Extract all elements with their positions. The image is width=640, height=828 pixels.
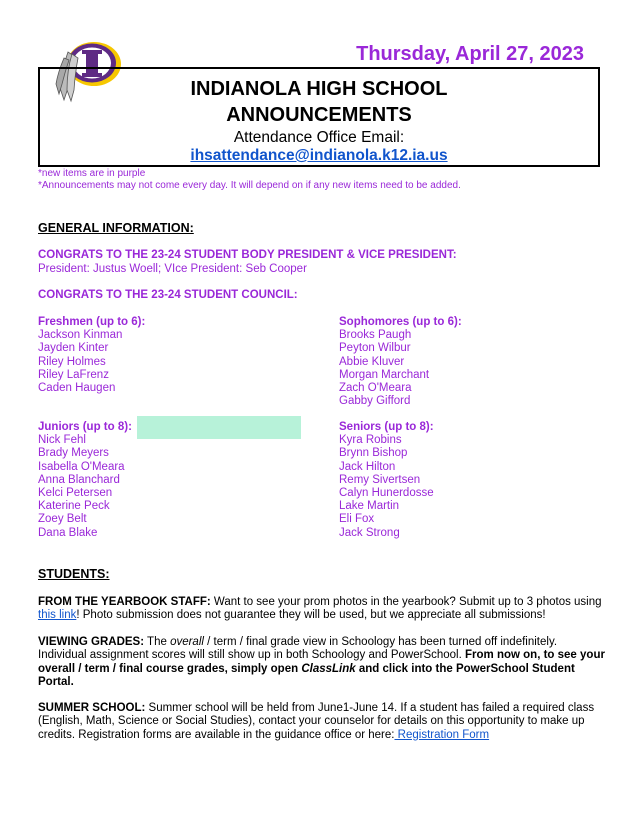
list-item: Peyton Wilbur [339,342,411,355]
list-item: Zach O'Meara [339,382,412,395]
juniors-list [38,421,132,540]
summer-school-label: SUMMER SCHOOL: [38,702,146,714]
list-item: Jayden Kinter [38,342,109,355]
seniors-heading: Seniors (up to 8): [339,421,434,433]
summer-school-text: Summer school will be held from June1-June 14. If a student has failed a required class (English, Math, Science or Social Studies), contact your counselor for details on this opportunity to make up credits. Registration forms are available in the guidance office or here: [38,702,595,741]
juniors-heading: Juniors (up to 8): [38,421,132,433]
yearbook-photo-link[interactable]: this link [38,609,77,622]
grades-paragraph [38,636,608,690]
student-body-president-heading: CONGRATS TO THE 23-24 STUDENT BODY PRESIDENT & VICE PRESIDENT: [38,249,457,261]
freshmen-list [38,316,145,395]
grades-instructions: From now on, to see your overall / term / final course grades, simply open [38,649,605,675]
list-item: Isabella O'Meara [38,460,125,473]
header-box [38,67,600,167]
yearbook-label: FROM THE YEARBOOK STAFF: [38,596,211,608]
list-item: Nick Fehl [38,434,86,447]
list-item: Jack Strong [339,526,400,539]
grades-instructions-end: and click into the PowerSchool Student Portal. [38,662,575,689]
registration-form-link[interactable]: Registration Form [394,728,490,741]
freshmen-heading: Freshmen (up to 6): [38,316,146,328]
grades-text: The [144,636,171,648]
email-label: Attendance Office Email: [233,129,405,146]
list-item: Zoey Belt [38,513,87,526]
grades-label: VIEWING GRADES: [38,636,145,648]
grades-text-2: / term / final grade view in Schoology has been turned off indefinitely. Individual assignment scores will still show up in both Schoology and PowerSchool. [38,636,558,662]
list-item: Brady Meyers [38,447,109,460]
student-body-president-line: President: Justus Woell; VIce President: Seb Cooper [38,263,307,275]
new-items-note: *new items are in purple [38,168,146,179]
list-item: Anna Blanchard [38,473,120,486]
attendance-email-link[interactable]: ihsattendance@indianola.k12.ia.us [190,147,448,164]
list-item: Brooks Paugh [339,329,412,342]
list-item: Dana Blake [38,526,98,539]
yearbook-text: Want to see your prom photos in the yearbook? Submit up to 3 photos using [210,596,602,608]
announcement-date: Thursday, April 27, 2023 [356,43,584,65]
disclaimer-note: *Announcements may not come every day. It will depend on if any new items need to be added. [38,180,461,191]
list-item: Lake Martin [339,500,400,513]
list-item: Katerine Peck [38,500,110,513]
list-item: Remy Sivertsen [339,473,421,486]
list-item: Caden Haugen [38,382,116,395]
yearbook-paragraph [38,596,608,623]
list-item: Kyra Robins [339,434,402,447]
general-information-heading: GENERAL INFORMATION: [38,221,194,235]
page-title-line2: ANNOUNCEMENTS [226,104,412,126]
seniors-list [339,421,434,540]
list-item: Gabby Gifford [339,395,411,408]
list-item: Kelci Petersen [38,487,113,500]
list-item: Eli Fox [339,513,375,526]
students-heading: STUDENTS: [38,567,110,581]
list-item: Riley LaFrenz [38,368,109,381]
sophomores-list [339,316,462,408]
yearbook-text-end: ! Photo submission does not guarantee they will be used, but we appreciate all submissions! [76,609,546,622]
list-item: Morgan Marchant [339,368,430,381]
list-item: Brynn Bishop [339,447,408,460]
list-item: Abbie Kluver [339,355,405,368]
classlink-name: ClassLink [301,662,356,675]
student-council-heading: CONGRATS TO THE 23-24 STUDENT COUNCIL: [38,289,298,301]
list-item: Calyn Hunerdosse [339,487,434,500]
highlight-block [137,416,301,439]
summer-school-paragraph [38,702,608,742]
page-title-line1: INDIANOLA HIGH SCHOOL [190,78,448,100]
list-item: Jack Hilton [339,460,396,473]
list-item: Riley Holmes [38,355,106,368]
list-item: Jackson Kinman [38,329,123,342]
grades-overall: overall [170,636,204,648]
sophomores-heading: Sophomores (up to 6): [339,316,462,328]
